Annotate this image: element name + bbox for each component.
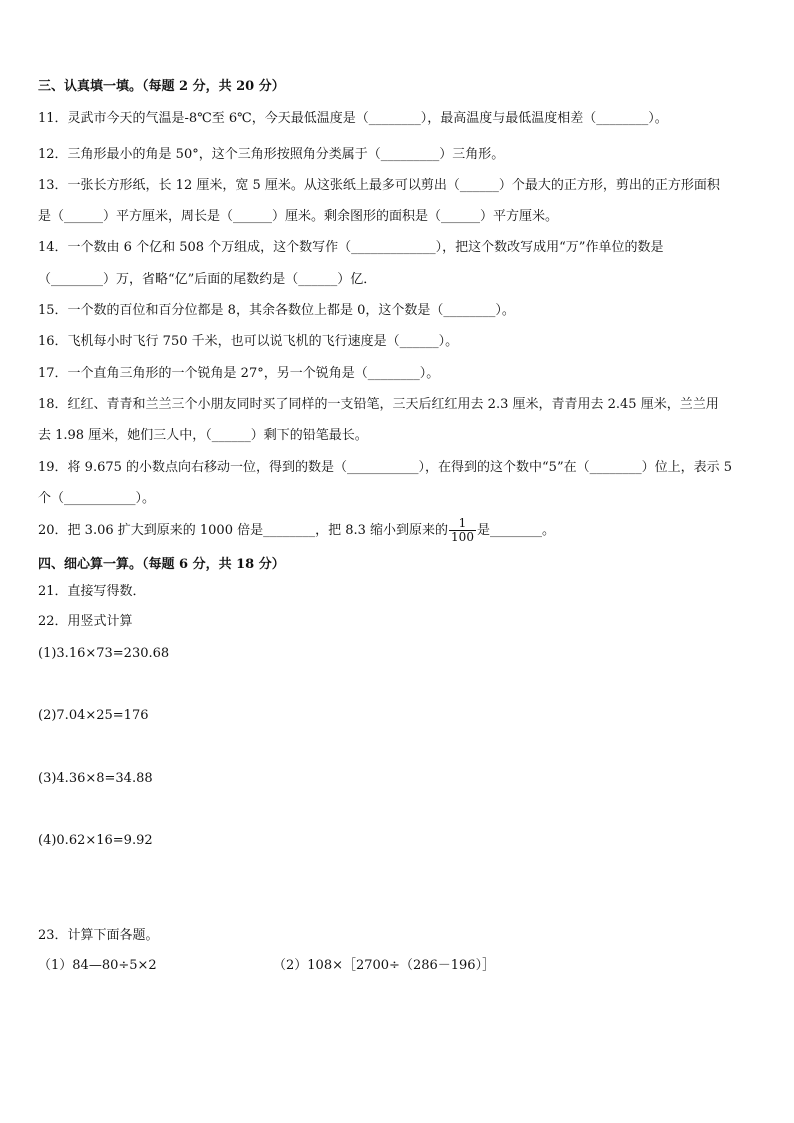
question-22: 22．用竖式计算 xyxy=(38,614,133,629)
section-3-heading: 三、认真填一填。（每题 2 分，共 20 分） xyxy=(38,79,285,94)
fraction-one-hundredth xyxy=(449,517,476,544)
question-20-text-before: 20．把 3.06 扩大到原来的 1000 倍是________，把 8.3 缩小到原来的 xyxy=(38,523,449,538)
question-16: 16．飞机每小时飞行 750 千米，也可以说飞机的飞行速度是（______）。 xyxy=(38,334,459,349)
question-17: 17．一个直角三角形的一个锐角是 27°，另一个锐角是（________）。 xyxy=(38,366,440,381)
question-23-item-2: （2）108×［2700÷（286－196）］ xyxy=(273,958,496,973)
question-18-line-1: 18．红红、青青和兰兰三个小朋友同时买了同样的一支铅笔，三天后红红用去 2.3 厘米，青青用去 2.45 厘米，兰兰用 xyxy=(38,397,719,412)
question-12: 12．三角形最小的角是 50°，这个三角形按照角分类属于（_________）三角形。 xyxy=(38,147,505,162)
question-22-item-4: (4)0.62×16=9.92 xyxy=(38,833,153,848)
question-22-item-3: (3)4.36×8=34.88 xyxy=(38,771,153,786)
question-14-line-2: （________）万，省略“亿”后面的尾数约是（______）亿． xyxy=(38,272,377,287)
fraction-denominator: 100 xyxy=(451,530,474,544)
question-22-item-1: (1)3.16×73=230.68 xyxy=(38,646,170,661)
question-23-row xyxy=(38,957,738,975)
question-23: 23．计算下面各题。 xyxy=(38,928,159,943)
question-18-line-2: 去 1.98 厘米，她们三人中，（______）剩下的铅笔最长。 xyxy=(38,428,368,443)
question-20-text-after: 是________。 xyxy=(476,523,555,538)
question-11: 11．灵武市今天的气温是-8℃至 6℃，今天最低温度是（________），最高温度与最低温度相差（________）。 xyxy=(38,111,668,126)
question-15: 15．一个数的百位和百分位都是 8，其余各数位上都是 0，这个数是（________）。 xyxy=(38,303,515,318)
question-20 xyxy=(38,516,555,546)
question-13-line-1: 13．一张长方形纸，长 12 厘米，宽 5 厘米。从这张纸上最多可以剪出（______）个最大的正方形，剪出的正方形面积 xyxy=(38,178,720,193)
question-19-line-1: 19．将 9.675 的小数点向右移动一位，得到的数是（___________），在得到的这个数中“5”在（________）位上，表示 5 xyxy=(38,460,732,475)
question-13-line-2: 是（______）平方厘米，周长是（______）厘米。剩余图形的面积是（______）平方厘米。 xyxy=(38,209,559,224)
question-22-item-2: (2)7.04×25=176 xyxy=(38,708,149,723)
question-14-line-1: 14．一个数由 6 个亿和 508 个万组成，这个数写作（_____________），把这个数改写成用“万”作单位的数是 xyxy=(38,240,664,255)
fraction-numerator: 1 xyxy=(449,517,476,531)
question-23-item-1: （1）84—80÷5×2 xyxy=(38,958,157,973)
question-19-line-2: 个（___________）。 xyxy=(38,491,156,506)
question-21: 21．直接写得数． xyxy=(38,584,146,599)
section-4-heading: 四、细心算一算。（每题 6 分，共 18 分） xyxy=(38,557,285,572)
